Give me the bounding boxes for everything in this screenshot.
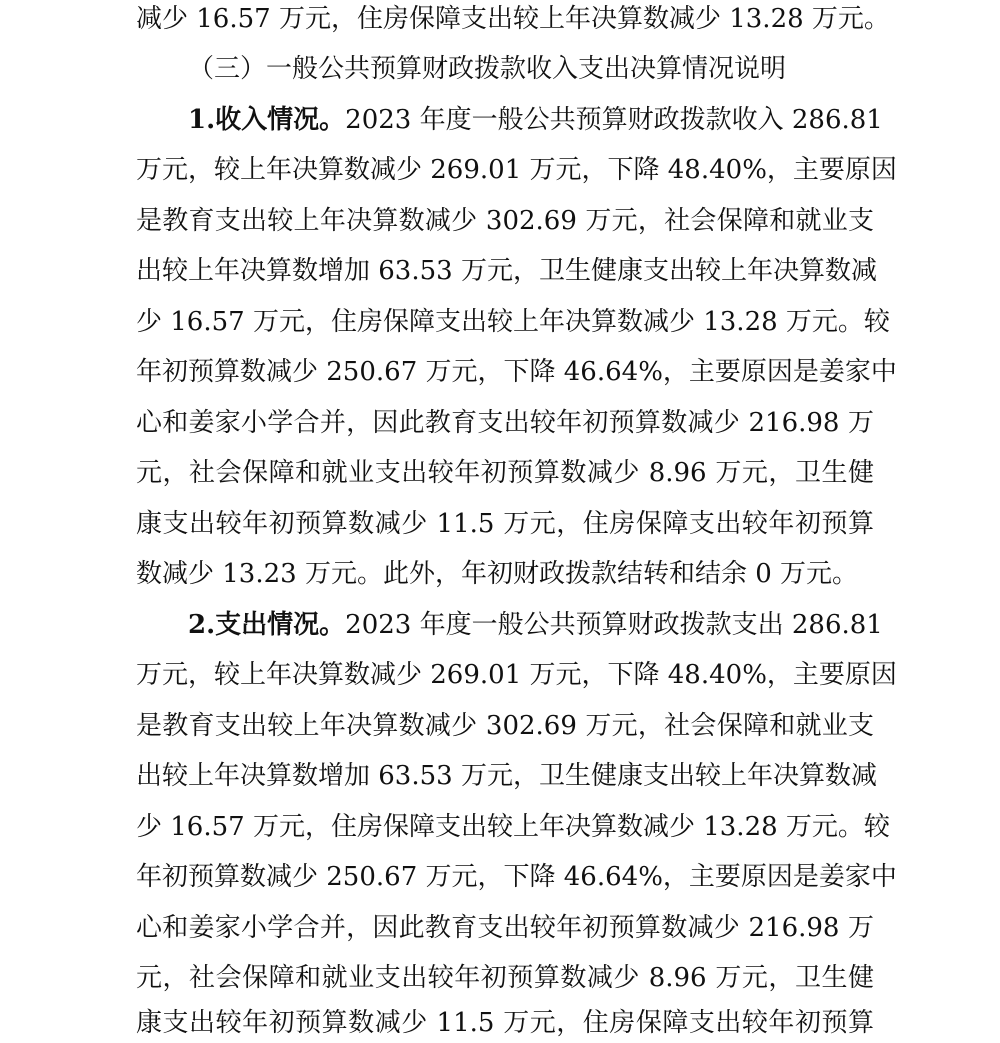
- expenditure-subheading: 2.支出情况。: [188, 610, 346, 640]
- income-subheading: 1.收入情况。: [188, 105, 346, 135]
- paragraph-line: 数减少 13.23 万元。此外，年初财政拨款结转和结余 0 万元。: [136, 559, 859, 589]
- paragraph-line: 少 16.57 万元，住房保障支出较上年决算数减少 13.28 万元。较: [136, 812, 890, 842]
- paragraph-line: 出较上年决算数增加 63.53 万元，卫生健康支出较上年决算数减: [136, 256, 877, 286]
- paragraph-line: [188, 605, 883, 645]
- section-heading: （三）一般公共预算财政拨款收入支出决算情况说明: [188, 54, 787, 84]
- paragraph-line: 少 16.57 万元，住房保障支出较上年决算数减少 13.28 万元。较: [136, 307, 890, 337]
- paragraph-line: [188, 100, 883, 140]
- paragraph-line: 年初预算数减少 250.67 万元，下降 46.64%，主要原因是姜家中: [136, 357, 897, 387]
- paragraph-line: 出较上年决算数增加 63.53 万元，卫生健康支出较上年决算数减: [136, 761, 877, 791]
- paragraph-line: 元，社会保障和就业支出较年初预算数减少 8.96 万元，卫生健: [136, 963, 874, 993]
- paragraph-line: 是教育支出较上年决算数减少 302.69 万元，社会保障和就业支: [136, 711, 874, 741]
- paragraph-line: 减少 16.57 万元，住房保障支出较上年决算数减少 13.28 万元。: [136, 4, 890, 34]
- paragraph-line: 是教育支出较上年决算数减少 302.69 万元，社会保障和就业支: [136, 206, 874, 236]
- paragraph-text: 2023 年度一般公共预算财政拨款支出 286.81: [345, 610, 883, 640]
- paragraph-line: 万元，较上年决算数减少 269.01 万元，下降 48.40%，主要原因: [136, 155, 897, 185]
- paragraph-line: 心和姜家小学合并，因此教育支出较年初预算数减少 216.98 万: [136, 913, 874, 943]
- paragraph-line: 元，社会保障和就业支出较年初预算数减少 8.96 万元，卫生健: [136, 458, 874, 488]
- paragraph-line: 康支出较年初预算数减少 11.5 万元，住房保障支出较年初预算: [136, 1008, 874, 1038]
- paragraph-line: 万元，较上年决算数减少 269.01 万元，下降 48.40%，主要原因: [136, 660, 897, 690]
- paragraph-text: 2023 年度一般公共预算财政拨款收入 286.81: [345, 105, 883, 135]
- paragraph-line: 心和姜家小学合并，因此教育支出较年初预算数减少 216.98 万: [136, 408, 874, 438]
- paragraph-line: 年初预算数减少 250.67 万元，下降 46.64%，主要原因是姜家中: [136, 862, 897, 892]
- paragraph-line: 康支出较年初预算数减少 11.5 万元，住房保障支出较年初预算: [136, 509, 874, 539]
